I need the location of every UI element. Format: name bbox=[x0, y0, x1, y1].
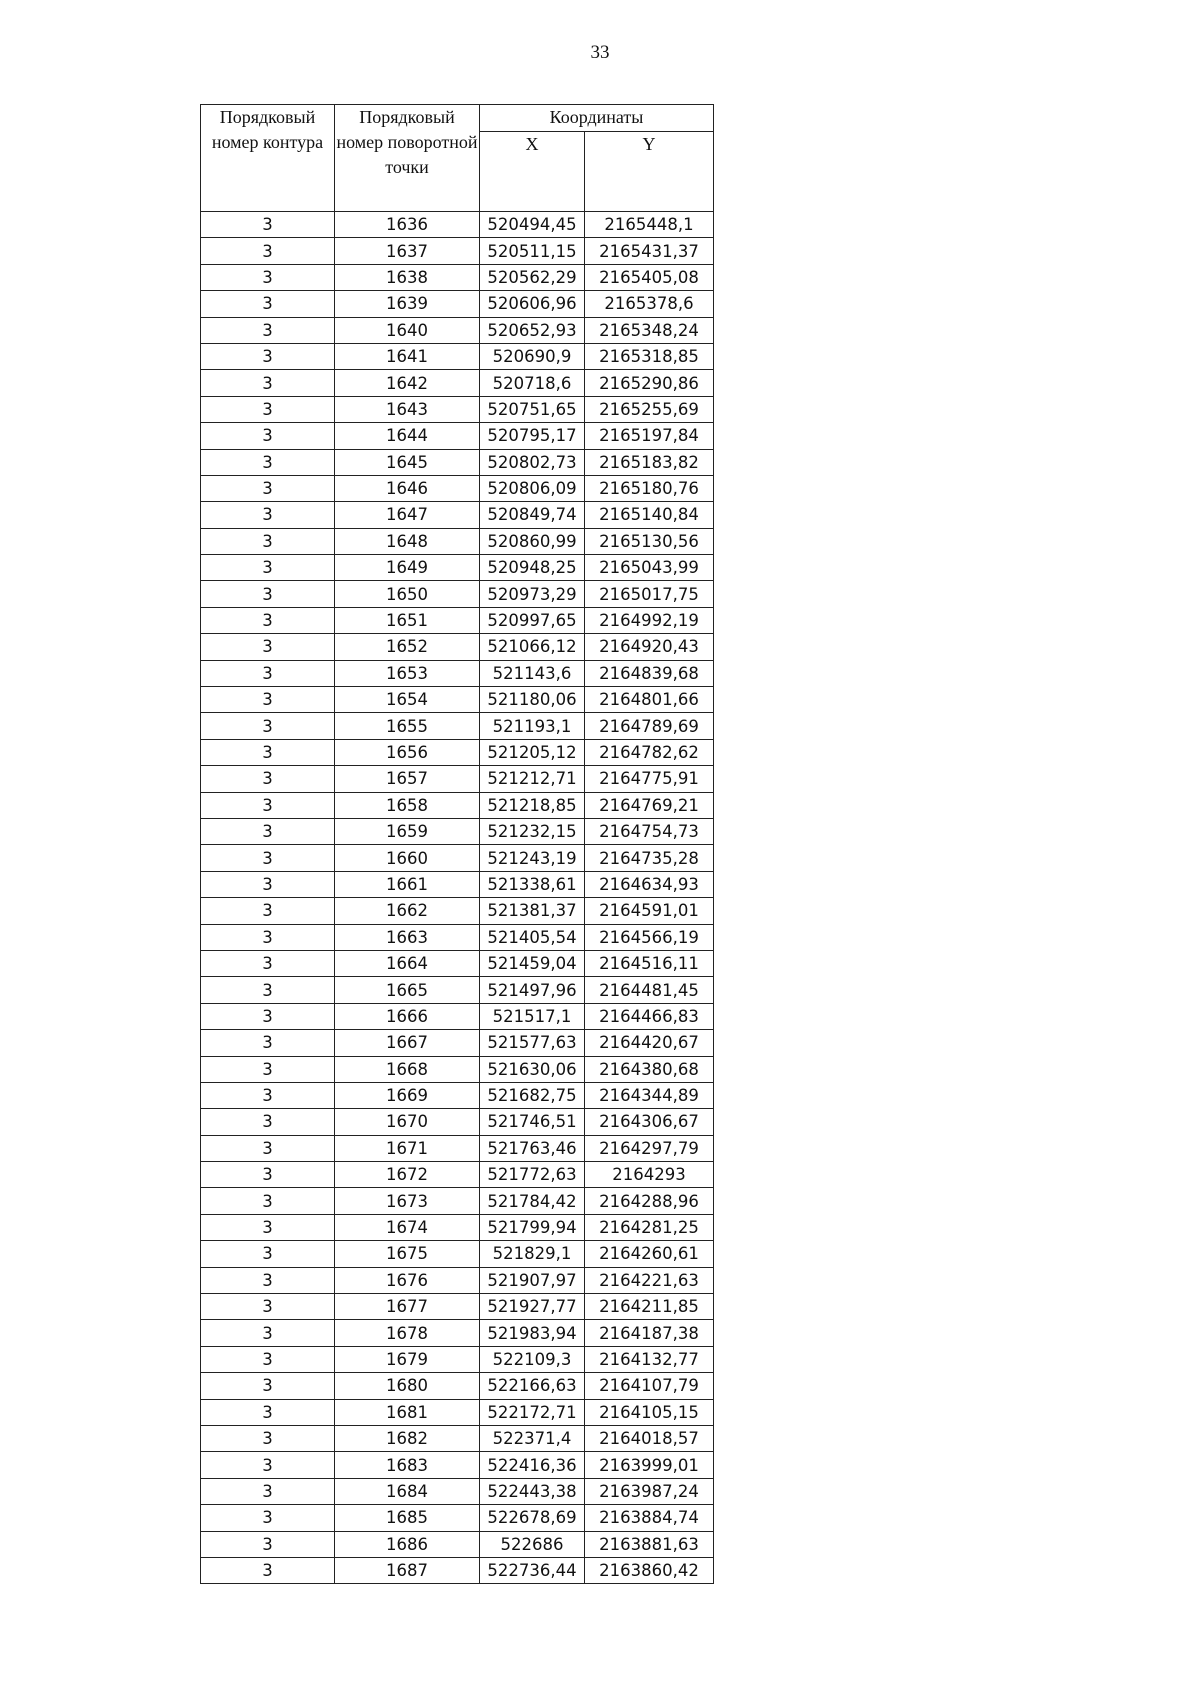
cell-point-number: 1660 bbox=[335, 845, 480, 871]
cell-x: 521338,61 bbox=[480, 871, 585, 897]
cell-x: 521180,06 bbox=[480, 687, 585, 713]
cell-x: 521143,6 bbox=[480, 660, 585, 686]
cell-contour-number: 3 bbox=[201, 291, 335, 317]
cell-contour-number: 3 bbox=[201, 1294, 335, 1320]
cell-contour-number: 3 bbox=[201, 317, 335, 343]
cell-x: 522172,71 bbox=[480, 1399, 585, 1425]
table-row bbox=[201, 950, 714, 976]
cell-point-number: 1672 bbox=[335, 1162, 480, 1188]
table-row bbox=[201, 317, 714, 343]
cell-y: 2164634,93 bbox=[585, 871, 714, 897]
cell-x: 522686 bbox=[480, 1531, 585, 1557]
table-row bbox=[201, 660, 714, 686]
cell-point-number: 1645 bbox=[335, 449, 480, 475]
cell-contour-number: 3 bbox=[201, 502, 335, 528]
cell-point-number: 1678 bbox=[335, 1320, 480, 1346]
cell-point-number: 1636 bbox=[335, 212, 480, 238]
cell-y: 2164211,85 bbox=[585, 1294, 714, 1320]
table-row bbox=[201, 977, 714, 1003]
table-row bbox=[201, 475, 714, 501]
cell-y: 2164281,25 bbox=[585, 1214, 714, 1240]
coordinates-table bbox=[200, 104, 714, 1584]
cell-point-number: 1648 bbox=[335, 528, 480, 554]
cell-point-number: 1681 bbox=[335, 1399, 480, 1425]
cell-y: 2164132,77 bbox=[585, 1346, 714, 1372]
cell-x: 520718,6 bbox=[480, 370, 585, 396]
cell-contour-number: 3 bbox=[201, 634, 335, 660]
cell-contour-number: 3 bbox=[201, 1267, 335, 1293]
cell-point-number: 1657 bbox=[335, 766, 480, 792]
cell-point-number: 1646 bbox=[335, 475, 480, 501]
cell-point-number: 1639 bbox=[335, 291, 480, 317]
cell-x: 522371,4 bbox=[480, 1425, 585, 1451]
cell-x: 522678,69 bbox=[480, 1505, 585, 1531]
cell-point-number: 1654 bbox=[335, 687, 480, 713]
cell-point-number: 1664 bbox=[335, 950, 480, 976]
cell-point-number: 1644 bbox=[335, 423, 480, 449]
table-row bbox=[201, 212, 714, 238]
cell-y: 2164380,68 bbox=[585, 1056, 714, 1082]
cell-x: 520511,15 bbox=[480, 238, 585, 264]
table-body bbox=[201, 212, 714, 1584]
cell-y: 2165017,75 bbox=[585, 581, 714, 607]
cell-contour-number: 3 bbox=[201, 950, 335, 976]
cell-point-number: 1671 bbox=[335, 1135, 480, 1161]
cell-contour-number: 3 bbox=[201, 528, 335, 554]
cell-x: 521381,37 bbox=[480, 898, 585, 924]
table-row bbox=[201, 1452, 714, 1478]
cell-x: 521784,42 bbox=[480, 1188, 585, 1214]
header-point-number: Порядковый номер поворотной точки bbox=[335, 105, 480, 212]
cell-y: 2164992,19 bbox=[585, 607, 714, 633]
cell-y: 2164187,38 bbox=[585, 1320, 714, 1346]
cell-contour-number: 3 bbox=[201, 1135, 335, 1161]
cell-x: 520849,74 bbox=[480, 502, 585, 528]
table-row bbox=[201, 528, 714, 554]
cell-point-number: 1658 bbox=[335, 792, 480, 818]
cell-x: 520802,73 bbox=[480, 449, 585, 475]
page-number: 33 bbox=[590, 42, 610, 63]
cell-point-number: 1663 bbox=[335, 924, 480, 950]
header-coordinates: Координаты bbox=[480, 105, 714, 132]
header-y: Y bbox=[585, 132, 714, 212]
table-row bbox=[201, 1557, 714, 1583]
cell-contour-number: 3 bbox=[201, 1214, 335, 1240]
cell-point-number: 1641 bbox=[335, 343, 480, 369]
cell-point-number: 1640 bbox=[335, 317, 480, 343]
cell-contour-number: 3 bbox=[201, 1003, 335, 1029]
cell-point-number: 1649 bbox=[335, 555, 480, 581]
cell-point-number: 1679 bbox=[335, 1346, 480, 1372]
cell-point-number: 1683 bbox=[335, 1452, 480, 1478]
table-row bbox=[201, 766, 714, 792]
cell-y: 2164260,61 bbox=[585, 1241, 714, 1267]
table-row bbox=[201, 1346, 714, 1372]
cell-x: 520860,99 bbox=[480, 528, 585, 554]
cell-x: 521763,46 bbox=[480, 1135, 585, 1161]
cell-y: 2165197,84 bbox=[585, 423, 714, 449]
cell-x: 520652,93 bbox=[480, 317, 585, 343]
cell-x: 522736,44 bbox=[480, 1557, 585, 1583]
cell-point-number: 1674 bbox=[335, 1214, 480, 1240]
cell-point-number: 1652 bbox=[335, 634, 480, 660]
cell-contour-number: 3 bbox=[201, 1373, 335, 1399]
cell-contour-number: 3 bbox=[201, 924, 335, 950]
cell-x: 520562,29 bbox=[480, 264, 585, 290]
cell-point-number: 1669 bbox=[335, 1082, 480, 1108]
cell-point-number: 1638 bbox=[335, 264, 480, 290]
cell-contour-number: 3 bbox=[201, 739, 335, 765]
cell-x: 520751,65 bbox=[480, 396, 585, 422]
table-row bbox=[201, 1162, 714, 1188]
cell-point-number: 1682 bbox=[335, 1425, 480, 1451]
table-row bbox=[201, 1425, 714, 1451]
cell-contour-number: 3 bbox=[201, 1478, 335, 1504]
cell-y: 2164221,63 bbox=[585, 1267, 714, 1293]
cell-point-number: 1668 bbox=[335, 1056, 480, 1082]
cell-y: 2164920,43 bbox=[585, 634, 714, 660]
cell-y: 2165130,56 bbox=[585, 528, 714, 554]
cell-y: 2164293 bbox=[585, 1162, 714, 1188]
cell-x: 521577,63 bbox=[480, 1030, 585, 1056]
cell-x: 520806,09 bbox=[480, 475, 585, 501]
cell-point-number: 1655 bbox=[335, 713, 480, 739]
cell-contour-number: 3 bbox=[201, 1452, 335, 1478]
table-row bbox=[201, 739, 714, 765]
cell-contour-number: 3 bbox=[201, 1030, 335, 1056]
table-row bbox=[201, 1082, 714, 1108]
cell-y: 2164775,91 bbox=[585, 766, 714, 792]
cell-contour-number: 3 bbox=[201, 1557, 335, 1583]
table-row bbox=[201, 1030, 714, 1056]
cell-point-number: 1653 bbox=[335, 660, 480, 686]
table-row bbox=[201, 1135, 714, 1161]
cell-x: 521682,75 bbox=[480, 1082, 585, 1108]
cell-x: 521799,94 bbox=[480, 1214, 585, 1240]
cell-y: 2164466,83 bbox=[585, 1003, 714, 1029]
cell-point-number: 1665 bbox=[335, 977, 480, 1003]
cell-y: 2164782,62 bbox=[585, 739, 714, 765]
cell-y: 2163987,24 bbox=[585, 1478, 714, 1504]
cell-y: 2165405,08 bbox=[585, 264, 714, 290]
table-row bbox=[201, 502, 714, 528]
cell-contour-number: 3 bbox=[201, 1109, 335, 1135]
cell-x: 521746,51 bbox=[480, 1109, 585, 1135]
cell-x: 522166,63 bbox=[480, 1373, 585, 1399]
cell-x: 521218,85 bbox=[480, 792, 585, 818]
cell-x: 520997,65 bbox=[480, 607, 585, 633]
table-row bbox=[201, 607, 714, 633]
table-row bbox=[201, 423, 714, 449]
cell-x: 522443,38 bbox=[480, 1478, 585, 1504]
table-row bbox=[201, 818, 714, 844]
cell-x: 521983,94 bbox=[480, 1320, 585, 1346]
cell-y: 2164420,67 bbox=[585, 1030, 714, 1056]
cell-contour-number: 3 bbox=[201, 1056, 335, 1082]
cell-y: 2164591,01 bbox=[585, 898, 714, 924]
cell-y: 2164735,28 bbox=[585, 845, 714, 871]
table-row bbox=[201, 555, 714, 581]
table-row bbox=[201, 581, 714, 607]
cell-contour-number: 3 bbox=[201, 555, 335, 581]
cell-y: 2165431,37 bbox=[585, 238, 714, 264]
table-row bbox=[201, 1399, 714, 1425]
cell-point-number: 1673 bbox=[335, 1188, 480, 1214]
cell-y: 2165180,76 bbox=[585, 475, 714, 501]
cell-point-number: 1670 bbox=[335, 1109, 480, 1135]
cell-y: 2163999,01 bbox=[585, 1452, 714, 1478]
cell-contour-number: 3 bbox=[201, 607, 335, 633]
cell-contour-number: 3 bbox=[201, 264, 335, 290]
cell-x: 521517,1 bbox=[480, 1003, 585, 1029]
cell-contour-number: 3 bbox=[201, 212, 335, 238]
cell-x: 520606,96 bbox=[480, 291, 585, 317]
table-row bbox=[201, 1056, 714, 1082]
cell-point-number: 1642 bbox=[335, 370, 480, 396]
table-row bbox=[201, 264, 714, 290]
cell-contour-number: 3 bbox=[201, 1162, 335, 1188]
cell-x: 520690,9 bbox=[480, 343, 585, 369]
cell-contour-number: 3 bbox=[201, 660, 335, 686]
table-row bbox=[201, 1003, 714, 1029]
cell-y: 2165290,86 bbox=[585, 370, 714, 396]
cell-x: 522416,36 bbox=[480, 1452, 585, 1478]
cell-point-number: 1650 bbox=[335, 581, 480, 607]
cell-y: 2164306,67 bbox=[585, 1109, 714, 1135]
cell-contour-number: 3 bbox=[201, 1425, 335, 1451]
cell-contour-number: 3 bbox=[201, 845, 335, 871]
cell-y: 2164839,68 bbox=[585, 660, 714, 686]
table-row bbox=[201, 396, 714, 422]
cell-x: 521193,1 bbox=[480, 713, 585, 739]
cell-contour-number: 3 bbox=[201, 343, 335, 369]
cell-contour-number: 3 bbox=[201, 687, 335, 713]
table-row bbox=[201, 1320, 714, 1346]
cell-x: 521066,12 bbox=[480, 634, 585, 660]
cell-contour-number: 3 bbox=[201, 871, 335, 897]
cell-x: 520973,29 bbox=[480, 581, 585, 607]
cell-point-number: 1676 bbox=[335, 1267, 480, 1293]
cell-y: 2163884,74 bbox=[585, 1505, 714, 1531]
cell-contour-number: 3 bbox=[201, 423, 335, 449]
cell-x: 521829,1 bbox=[480, 1241, 585, 1267]
cell-x: 522109,3 bbox=[480, 1346, 585, 1372]
cell-contour-number: 3 bbox=[201, 792, 335, 818]
table-row bbox=[201, 370, 714, 396]
cell-point-number: 1659 bbox=[335, 818, 480, 844]
cell-contour-number: 3 bbox=[201, 370, 335, 396]
cell-y: 2165183,82 bbox=[585, 449, 714, 475]
cell-y: 2164297,79 bbox=[585, 1135, 714, 1161]
cell-contour-number: 3 bbox=[201, 1188, 335, 1214]
cell-point-number: 1647 bbox=[335, 502, 480, 528]
table-row bbox=[201, 1373, 714, 1399]
cell-y: 2164105,15 bbox=[585, 1399, 714, 1425]
cell-contour-number: 3 bbox=[201, 475, 335, 501]
cell-contour-number: 3 bbox=[201, 581, 335, 607]
cell-contour-number: 3 bbox=[201, 766, 335, 792]
cell-x: 520494,45 bbox=[480, 212, 585, 238]
cell-point-number: 1667 bbox=[335, 1030, 480, 1056]
table-row bbox=[201, 1267, 714, 1293]
cell-x: 520948,25 bbox=[480, 555, 585, 581]
cell-y: 2164018,57 bbox=[585, 1425, 714, 1451]
cell-y: 2164769,21 bbox=[585, 792, 714, 818]
cell-x: 521212,71 bbox=[480, 766, 585, 792]
table-row bbox=[201, 1505, 714, 1531]
cell-x: 521232,15 bbox=[480, 818, 585, 844]
table-row bbox=[201, 291, 714, 317]
cell-x: 521772,63 bbox=[480, 1162, 585, 1188]
cell-y: 2164107,79 bbox=[585, 1373, 714, 1399]
cell-x: 521630,06 bbox=[480, 1056, 585, 1082]
table-row bbox=[201, 1109, 714, 1135]
cell-point-number: 1686 bbox=[335, 1531, 480, 1557]
cell-contour-number: 3 bbox=[201, 449, 335, 475]
table-row bbox=[201, 924, 714, 950]
header-contour-number: Порядковый номер контура bbox=[201, 105, 335, 212]
cell-point-number: 1656 bbox=[335, 739, 480, 765]
cell-point-number: 1675 bbox=[335, 1241, 480, 1267]
cell-y: 2163881,63 bbox=[585, 1531, 714, 1557]
table-row bbox=[201, 1531, 714, 1557]
table-row bbox=[201, 687, 714, 713]
cell-contour-number: 3 bbox=[201, 1320, 335, 1346]
cell-y: 2165448,1 bbox=[585, 212, 714, 238]
cell-x: 521497,96 bbox=[480, 977, 585, 1003]
cell-contour-number: 3 bbox=[201, 977, 335, 1003]
cell-contour-number: 3 bbox=[201, 898, 335, 924]
header-x: X bbox=[480, 132, 585, 212]
cell-x: 521243,19 bbox=[480, 845, 585, 871]
cell-contour-number: 3 bbox=[201, 1531, 335, 1557]
table-row bbox=[201, 1241, 714, 1267]
cell-point-number: 1666 bbox=[335, 1003, 480, 1029]
cell-contour-number: 3 bbox=[201, 1082, 335, 1108]
cell-y: 2165255,69 bbox=[585, 396, 714, 422]
cell-y: 2164789,69 bbox=[585, 713, 714, 739]
table-row bbox=[201, 449, 714, 475]
cell-contour-number: 3 bbox=[201, 818, 335, 844]
table-row bbox=[201, 1188, 714, 1214]
table-row bbox=[201, 1294, 714, 1320]
cell-x: 521205,12 bbox=[480, 739, 585, 765]
cell-y: 2165318,85 bbox=[585, 343, 714, 369]
cell-y: 2164344,89 bbox=[585, 1082, 714, 1108]
cell-y: 2164288,96 bbox=[585, 1188, 714, 1214]
cell-x: 521405,54 bbox=[480, 924, 585, 950]
cell-point-number: 1643 bbox=[335, 396, 480, 422]
cell-y: 2164481,45 bbox=[585, 977, 714, 1003]
cell-point-number: 1662 bbox=[335, 898, 480, 924]
cell-x: 521907,97 bbox=[480, 1267, 585, 1293]
cell-contour-number: 3 bbox=[201, 1505, 335, 1531]
cell-x: 521459,04 bbox=[480, 950, 585, 976]
table-row bbox=[201, 898, 714, 924]
cell-point-number: 1680 bbox=[335, 1373, 480, 1399]
table-header bbox=[201, 105, 714, 212]
cell-y: 2164516,11 bbox=[585, 950, 714, 976]
cell-point-number: 1677 bbox=[335, 1294, 480, 1320]
cell-y: 2165378,6 bbox=[585, 291, 714, 317]
cell-point-number: 1685 bbox=[335, 1505, 480, 1531]
cell-y: 2163860,42 bbox=[585, 1557, 714, 1583]
cell-contour-number: 3 bbox=[201, 396, 335, 422]
cell-x: 521927,77 bbox=[480, 1294, 585, 1320]
cell-point-number: 1684 bbox=[335, 1478, 480, 1504]
table-row bbox=[201, 1214, 714, 1240]
cell-y: 2165140,84 bbox=[585, 502, 714, 528]
cell-y: 2164754,73 bbox=[585, 818, 714, 844]
table-row bbox=[201, 713, 714, 739]
table-row bbox=[201, 1478, 714, 1504]
table-row bbox=[201, 871, 714, 897]
table-row bbox=[201, 845, 714, 871]
table-row bbox=[201, 634, 714, 660]
cell-point-number: 1687 bbox=[335, 1557, 480, 1583]
table-row bbox=[201, 238, 714, 264]
table-row bbox=[201, 343, 714, 369]
cell-point-number: 1661 bbox=[335, 871, 480, 897]
cell-y: 2165348,24 bbox=[585, 317, 714, 343]
cell-contour-number: 3 bbox=[201, 1346, 335, 1372]
cell-point-number: 1651 bbox=[335, 607, 480, 633]
cell-contour-number: 3 bbox=[201, 1399, 335, 1425]
cell-y: 2165043,99 bbox=[585, 555, 714, 581]
cell-contour-number: 3 bbox=[201, 713, 335, 739]
cell-contour-number: 3 bbox=[201, 1241, 335, 1267]
cell-x: 520795,17 bbox=[480, 423, 585, 449]
cell-y: 2164801,66 bbox=[585, 687, 714, 713]
table-row bbox=[201, 792, 714, 818]
cell-point-number: 1637 bbox=[335, 238, 480, 264]
cell-y: 2164566,19 bbox=[585, 924, 714, 950]
cell-contour-number: 3 bbox=[201, 238, 335, 264]
